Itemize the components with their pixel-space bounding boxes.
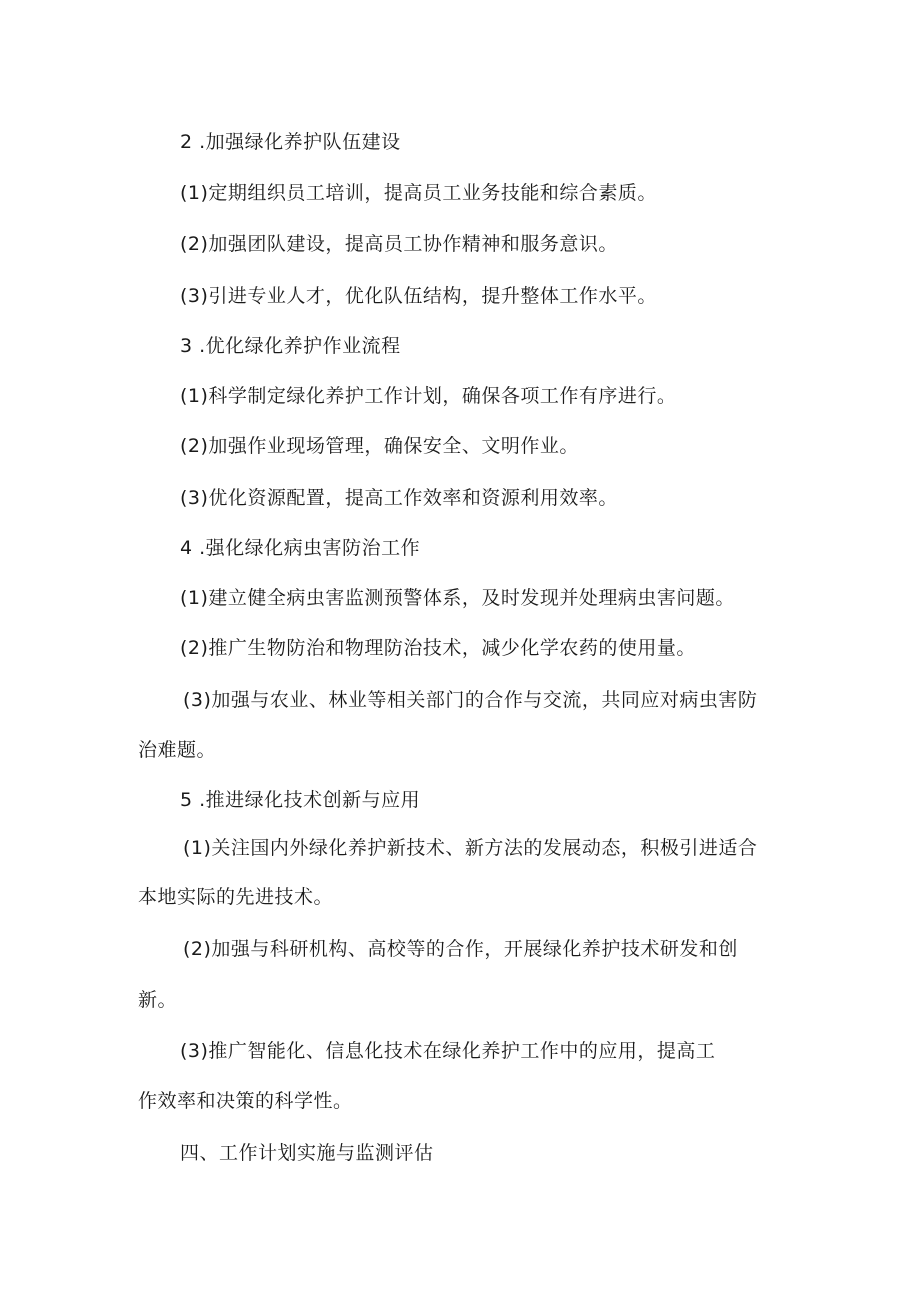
- list-item: (2)推广生物防治和物理防治技术，减少化学农药的使用量。: [180, 637, 696, 659]
- section-heading-2: 2 .加强绿化养护队伍建设: [180, 131, 401, 153]
- section-heading-3: 3 .优化绿化养护作业流程: [180, 335, 401, 357]
- section-heading-4: 4 .强化绿化病虫害防治工作: [180, 537, 421, 559]
- chapter-heading: 四、工作计划实施与监测评估: [180, 1142, 434, 1164]
- list-item: (3)引进专业人才，优化队伍结构，提升整体工作水平。: [180, 285, 657, 307]
- list-item: (1)科学制定绿化养护工作计划，确保各项工作有序进行。: [180, 385, 677, 407]
- list-item: (1)关注国内外绿化养护新技术、新方法的发展动态，积极引进适合: [183, 837, 758, 859]
- list-item-continuation: 作效率和决策的科学性。: [138, 1090, 353, 1112]
- list-item: (2)加强团队建设，提高员工协作精神和服务意识。: [180, 233, 618, 255]
- list-item: (3)优化资源配置，提高工作效率和资源利用效率。: [180, 487, 618, 509]
- list-item: (2)加强与科研机构、高校等的合作，开展绿化养护技术研发和创: [183, 938, 738, 960]
- list-item: (2)加强作业现场管理，确保安全、文明作业。: [180, 435, 579, 457]
- list-item: (3)推广智能化、信息化技术在绿化养护工作中的应用，提高工: [180, 1040, 716, 1062]
- list-item: (3)加强与农业、林业等相关部门的合作与交流，共同应对病虫害防: [183, 689, 758, 711]
- list-item-continuation: 新。: [138, 989, 178, 1011]
- list-item: (1)建立健全病虫害监测预警体系，及时发现并处理病虫害问题。: [180, 587, 735, 609]
- list-item: (1)定期组织员工培训，提高员工业务技能和综合素质。: [180, 182, 657, 204]
- list-item-continuation: 治难题。: [138, 739, 217, 761]
- list-item-continuation: 本地实际的先进技术。: [138, 886, 334, 908]
- section-heading-5: 5 .推进绿化技术创新与应用: [180, 789, 421, 811]
